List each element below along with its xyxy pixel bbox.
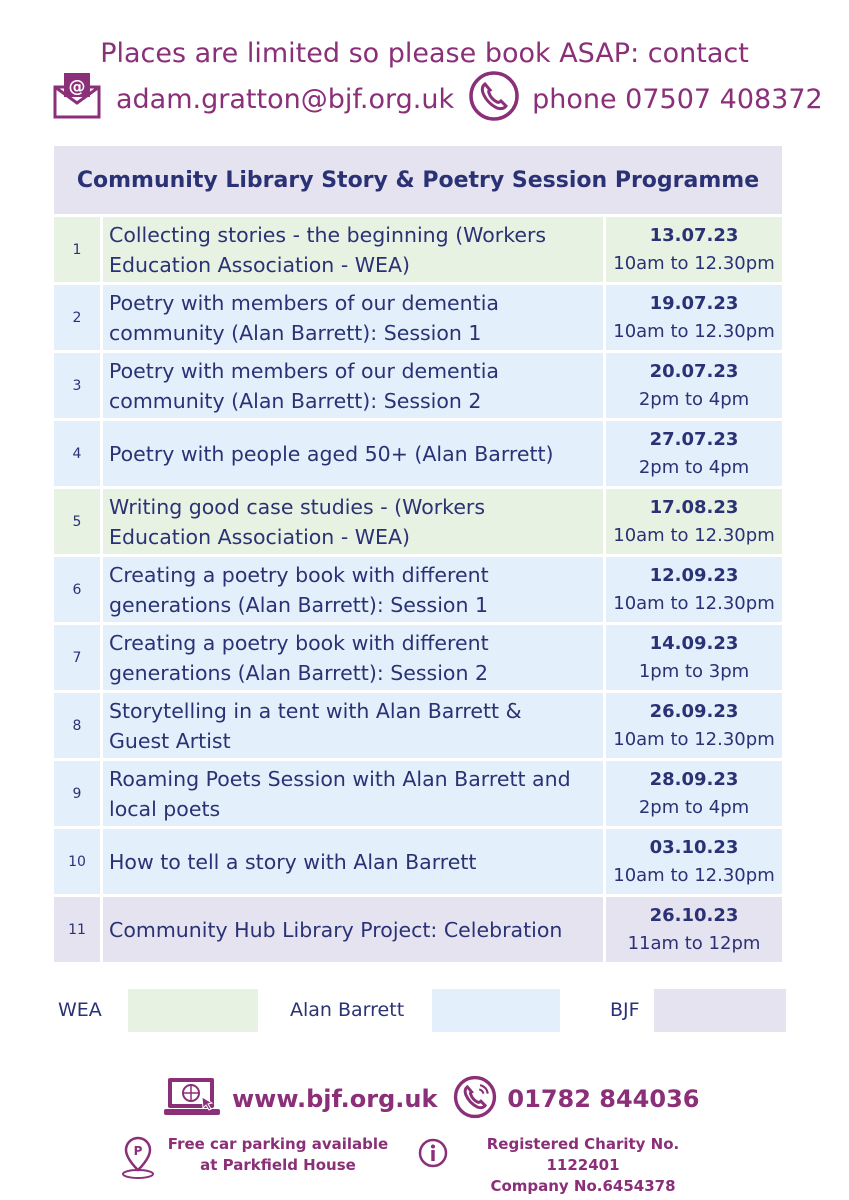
telephone-icon [453,1075,497,1123]
session-title-line: community (Alan Barrett): Session 1 [109,320,482,345]
session-number: 8 [54,693,103,758]
session-time: 1pm to 3pm [638,660,750,682]
session-schedule [606,489,782,554]
session-title [103,217,606,282]
session-number: 9 [54,761,103,826]
session-number: 1 [54,217,103,282]
session-title-line: Creating a poetry book with different [109,630,489,655]
table-row [54,761,782,829]
session-time: 2pm to 4pm [638,456,750,478]
location-pin-icon [118,1134,158,1184]
session-number: 7 [54,625,103,690]
phone-icon [468,70,520,129]
session-time: 10am to 12.30pm [613,320,775,342]
table-row [54,557,782,625]
session-date: 27.07.23 [649,428,739,450]
session-schedule [606,557,782,622]
session-title [103,897,606,962]
session-title-line: Roaming Poets Session with Alan Barrett and [109,766,571,791]
email-icon [52,71,102,128]
session-number: 2 [54,285,103,350]
legend-bjf-swatch [654,989,786,1032]
legend-wea-swatch [128,989,258,1032]
session-title [103,829,606,894]
session-title [103,557,606,622]
session-time: 2pm to 4pm [638,388,750,410]
session-title [103,489,606,554]
charity-number: Registered Charity No. 1122401 [486,1135,680,1174]
session-schedule [606,421,782,486]
session-title-line: generations (Alan Barrett): Session 1 [109,592,489,617]
charity-details [448,1134,718,1197]
session-schedule [606,285,782,350]
table-row [54,829,782,897]
programme-title: Community Library Story & Poetry Session Programme [54,146,782,217]
session-title-line: Poetry with members of our dementia [109,290,499,315]
session-date: 26.10.23 [649,904,739,926]
legend-alan-label: Alan Barrett [290,999,405,1021]
computer-icon [162,1075,222,1123]
session-title [103,353,606,418]
session-schedule [606,897,782,962]
contact-phone[interactable]: phone 07507 408372 [532,83,823,115]
session-time: 10am to 12.30pm [613,524,775,546]
session-date: 19.07.23 [649,292,739,314]
parking-note [158,1134,398,1176]
session-date: 17.08.23 [649,496,739,518]
session-schedule [606,693,782,758]
legend-alan-swatch [432,989,560,1032]
session-time: 10am to 12.30pm [613,252,775,274]
session-number: 3 [54,353,103,418]
session-number: 4 [54,421,103,486]
session-date: 28.09.23 [649,768,739,790]
legend-bjf-label: BJF [610,999,640,1021]
session-time: 10am to 12.30pm [613,864,775,886]
legend [58,989,786,1033]
table-row [54,353,782,421]
table-row [54,693,782,761]
table-row [54,217,782,285]
session-schedule [606,217,782,282]
session-time: 10am to 12.30pm [613,728,775,750]
footer-contact [162,1075,699,1123]
table-row [54,897,782,965]
session-title [103,693,606,758]
footer-telephone[interactable]: 01782 844036 [507,1085,700,1113]
session-title-line: Writing good case studies - (Workers [109,494,486,519]
info-icon [418,1138,448,1172]
booking-notice: Places are limited so please book ASAP: contact [100,38,749,69]
session-date: 20.07.23 [649,360,739,382]
session-title-line: Education Association - WEA) [109,524,410,549]
session-schedule [606,761,782,826]
session-title [103,421,606,486]
parking-line-1: Free car parking available [167,1135,389,1153]
session-schedule [606,353,782,418]
session-date: 13.07.23 [649,224,739,246]
table-row [54,489,782,557]
session-date: 12.09.23 [649,564,739,586]
session-title-line: Community Hub Library Project: Celebration [109,917,563,942]
session-number: 6 [54,557,103,622]
session-title-line: community (Alan Barrett): Session 2 [109,388,482,413]
contact-email[interactable]: adam.gratton@bjf.org.uk [116,83,455,115]
footer-info [118,1134,738,1195]
session-title [103,761,606,826]
session-title-line: Creating a poetry book with different [109,562,489,587]
session-schedule [606,829,782,894]
table-row [54,285,782,353]
contact-row [52,74,823,124]
session-title [103,285,606,350]
session-time: 11am to 12pm [627,932,761,954]
session-number: 11 [54,897,103,962]
session-time: 2pm to 4pm [638,796,750,818]
session-title-line: Education Association - WEA) [109,252,410,277]
svg-text:@: @ [68,76,86,97]
session-number: 5 [54,489,103,554]
session-title-line: Poetry with members of our dementia [109,358,499,383]
session-title [103,625,606,690]
session-title-line: generations (Alan Barrett): Session 2 [109,660,489,685]
session-title-line: Storytelling in a tent with Alan Barrett & [109,698,522,723]
table-row [54,625,782,693]
programme-table [54,146,782,965]
session-date: 26.09.23 [649,700,739,722]
session-number: 10 [54,829,103,894]
parking-line-2: at Parkfield House [200,1156,356,1174]
session-title-line: Poetry with people aged 50+ (Alan Barrett) [109,441,554,466]
company-number: Company No.6454378 [490,1177,676,1195]
svg-text:P: P [133,1144,143,1158]
website-link[interactable]: www.bjf.org.uk [232,1085,438,1113]
session-schedule [606,625,782,690]
session-title-line: Collecting stories - the beginning (Workers [109,222,547,247]
session-title-line: local poets [109,796,221,821]
legend-wea-label: WEA [58,999,102,1021]
table-row [54,421,782,489]
session-date: 14.09.23 [649,632,739,654]
session-title-line: How to tell a story with Alan Barrett [109,849,477,874]
session-title-line: Guest Artist [109,728,231,753]
session-time: 10am to 12.30pm [613,592,775,614]
session-date: 03.10.23 [649,836,739,858]
